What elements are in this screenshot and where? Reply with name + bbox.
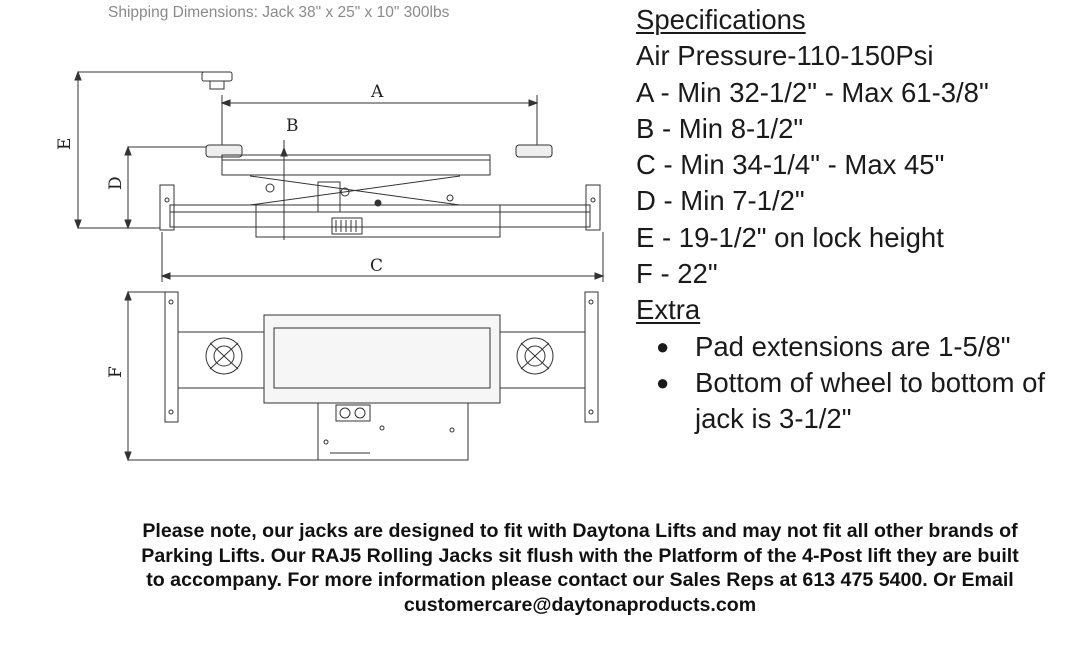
extra-item: ● Bottom of wheel to bottom of jack is 3-1/2" [656, 366, 1046, 435]
spec-e: E - 19-1/2" on lock height [636, 221, 944, 253]
spec-f: F - 22" [636, 258, 718, 290]
spec-air-pressure: Air Pressure-110-150Psi [636, 40, 934, 72]
shipping-dimensions: Shipping Dimensions: Jack 38" x 25" x 10" 300lbs [108, 4, 450, 21]
label-c: C [370, 256, 384, 276]
base-frame [170, 205, 590, 227]
extra-heading: Extra [636, 294, 701, 326]
label-d: D [106, 176, 126, 190]
spec-c: C - Min 34-1/4" - Max 45" [636, 149, 945, 181]
spec-d: D - Min 7-1/2" [636, 185, 805, 217]
compatibility-note: Please note, our jacks are designed to fit with Daytona Lifts and may not fit all other brands of Parking Lifts. Our RAJ5 Rolling Jacks sit flush with the Platform of the 4-Post lift they are built to accompany. For more information please contact our Sales Reps at 613 475 5400. Or Email customercare@daytonaproducts.com [141, 520, 1019, 616]
right-wheel [517, 338, 553, 374]
label-a: A [371, 82, 384, 102]
left-rail [165, 292, 178, 422]
left-wheel [206, 338, 242, 374]
specifications-heading: Specifications [636, 4, 806, 35]
right-rail [585, 292, 598, 422]
extra-item: ● Pad extensions are 1-5/8" [656, 330, 1011, 362]
top-arm [222, 155, 490, 175]
spec-a: A - Min 32-1/2" - Max 61-3/8" [636, 76, 989, 108]
label-b: B [286, 116, 299, 136]
label-f: F [106, 366, 126, 378]
jack-technical-drawing [0, 0, 620, 470]
specifications-panel [636, 2, 1076, 438]
extras-list [636, 329, 1076, 438]
label-e: E [55, 137, 75, 150]
spec-b: B - Min 8-1/2" [636, 112, 804, 144]
right-pad [516, 145, 552, 157]
